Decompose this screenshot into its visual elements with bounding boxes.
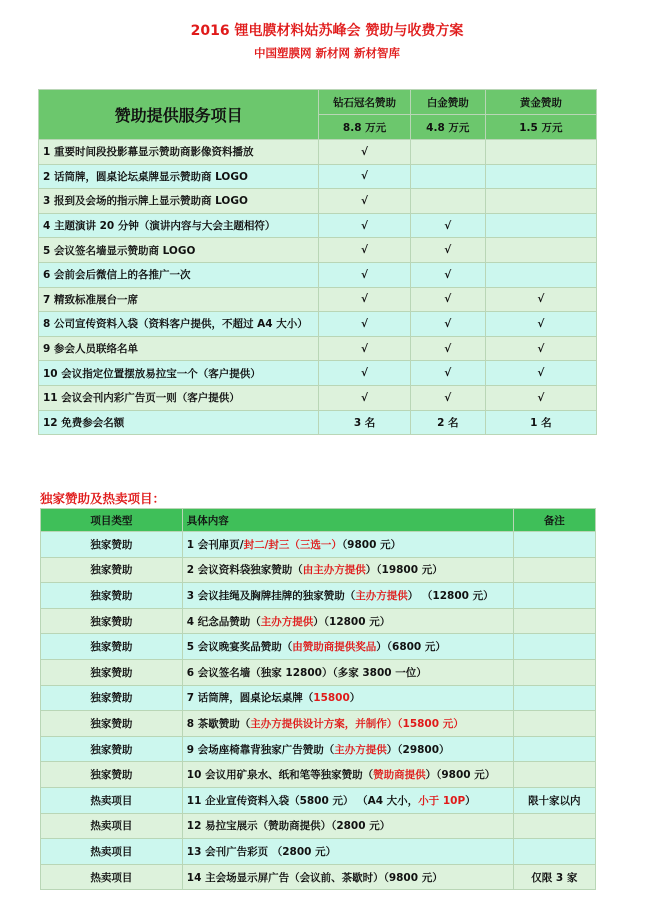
content-text: 2 会议资料袋独家赞助（ <box>186 564 303 577</box>
sponsor-row <box>39 189 597 214</box>
exclusive-note: 限十家以内 <box>513 787 595 813</box>
sponsor-item: 11 会议会刊内彩广告页一则（客户提供） <box>39 385 319 410</box>
exclusive-row <box>41 608 596 634</box>
sponsor-row <box>39 140 597 165</box>
sponsor-mark: √ <box>410 361 485 386</box>
content-text: 5 会议晚宴奖品赞助（ <box>186 641 293 654</box>
exclusive-row <box>41 532 596 558</box>
exclusive-note <box>513 634 595 660</box>
sponsor-mark: √ <box>485 336 596 361</box>
sponsor-item: 3 报到及会场的指示牌上显示赞助商 LOGO <box>39 189 319 214</box>
exclusive-type: 独家赞助 <box>41 685 183 711</box>
exclusive-row <box>41 736 596 762</box>
highlight-text: 赞助商提供 <box>373 769 426 782</box>
exclusive-type: 热卖项目 <box>41 839 183 865</box>
exclusive-row <box>41 787 596 813</box>
exclusive-note <box>513 608 595 634</box>
content-text: 8 茶歇赞助（ <box>186 717 251 730</box>
sponsor-mark: √ <box>410 385 485 410</box>
sponsor-item: 2 话筒牌，圆桌论坛桌牌显示赞助商 LOGO <box>39 164 319 189</box>
exclusive-content <box>182 532 513 558</box>
sponsor-item: 4 主题演讲 20 分钟（演讲内容与大会主题相符） <box>39 213 319 238</box>
sponsor-mark: √ <box>319 189 411 214</box>
page-title: 2016 锂电膜材料姑苏峰会 赞助与收费方案 <box>190 23 464 39</box>
exclusive-content <box>182 839 513 865</box>
sponsor-mark: √ <box>319 385 411 410</box>
sponsor-mark: √ <box>410 312 485 337</box>
sponsor-mark: 2 名 <box>410 410 485 435</box>
exclusive-type: 独家赞助 <box>41 711 183 737</box>
exclusive-row <box>41 711 596 737</box>
content-text: 13 会刊广告彩页 （2800 元） <box>186 845 337 858</box>
sponsor-table-header <box>39 90 597 115</box>
exclusive-type: 独家赞助 <box>41 736 183 762</box>
sponsor-item: 6 会前会后微信上的各推广一次 <box>39 262 319 287</box>
exclusive-content <box>182 762 513 788</box>
header-type: 项目类型 <box>41 509 183 532</box>
exclusive-row <box>41 864 596 890</box>
exclusive-row <box>41 813 596 839</box>
sponsor-mark <box>410 164 485 189</box>
level-name-gold: 黄金赞助 <box>485 90 596 115</box>
sponsor-row <box>39 164 597 189</box>
highlight-text: 主办方提供 <box>260 615 314 628</box>
highlight-text: 主办方提供设计方案，并制作）（15800 元） <box>250 717 464 730</box>
exclusive-type: 热卖项目 <box>41 813 183 839</box>
sponsor-level-table <box>38 89 597 435</box>
exclusive-content <box>182 659 513 685</box>
sponsor-mark: √ <box>319 361 411 386</box>
sponsor-row <box>39 410 597 435</box>
level-price-diamond: 8.8 万元 <box>319 115 411 140</box>
exclusive-content <box>182 685 513 711</box>
highlight-text: 主办方提供 <box>334 743 387 756</box>
exclusive-type: 独家赞助 <box>41 659 183 685</box>
level-name-platinum: 白金赞助 <box>410 90 485 115</box>
sponsor-mark <box>485 238 596 263</box>
sponsor-mark: √ <box>485 361 596 386</box>
sponsor-row <box>39 287 597 312</box>
content-text: ） <box>465 794 476 807</box>
content-text: 3 会议挂绳及胸牌挂牌的独家赞助（ <box>186 589 356 602</box>
sponsor-item: 5 会议签名墙显示赞助商 LOGO <box>39 238 319 263</box>
sponsor-mark: √ <box>319 262 411 287</box>
sponsor-mark <box>485 164 596 189</box>
exclusive-row <box>41 762 596 788</box>
sponsor-mark: √ <box>410 336 485 361</box>
exclusive-note <box>513 685 595 711</box>
exclusive-type: 热卖项目 <box>41 864 183 890</box>
content-text: ）（12800 元） <box>313 615 391 628</box>
sponsor-table-title: 赞助提供服务项目 <box>39 90 319 140</box>
content-text: 9 会场座椅靠背独家广告赞助（ <box>186 743 335 756</box>
exclusive-content <box>182 864 513 890</box>
content-text: 11 企业宣传资料入袋（5800 元） （A4 大小， <box>186 794 419 807</box>
sponsor-mark: √ <box>410 287 485 312</box>
sponsor-mark: √ <box>485 312 596 337</box>
content-text: （9800 元） <box>341 538 402 551</box>
sponsor-item: 10 会议指定位置摆放易拉宝一个（客户提供） <box>39 361 319 386</box>
sponsor-row <box>39 385 597 410</box>
sponsor-mark <box>485 140 596 165</box>
sponsor-mark: √ <box>319 287 411 312</box>
content-text: ） （12800 元） <box>407 589 494 602</box>
content-text: 6 会议签名墙（独家 12800）（多家 3800 一位） <box>186 666 427 679</box>
sponsor-mark: √ <box>319 336 411 361</box>
sponsor-row <box>39 238 597 263</box>
sponsor-row <box>39 361 597 386</box>
exclusive-content <box>182 813 513 839</box>
level-price-gold: 1.5 万元 <box>485 115 596 140</box>
exclusive-note: 仅限 3 家 <box>513 864 595 890</box>
sponsor-row <box>39 336 597 361</box>
content-text: ）（9800 元） <box>425 769 496 782</box>
sponsor-mark: √ <box>485 385 596 410</box>
highlight-text: 封二/封三（三选一） <box>243 538 342 551</box>
content-text: 14 主会场显示屏广告（会议前、茶歇时）（9800 元） <box>186 871 443 884</box>
exclusive-type: 独家赞助 <box>41 557 183 583</box>
sponsor-mark: √ <box>410 262 485 287</box>
exclusive-content <box>182 634 513 660</box>
exclusive-content <box>182 557 513 583</box>
exclusive-row <box>41 557 596 583</box>
sponsor-item: 9 参会人员联络名单 <box>39 336 319 361</box>
sponsor-item: 7 精致标准展台一席 <box>39 287 319 312</box>
exclusive-note <box>513 736 595 762</box>
exclusive-type: 独家赞助 <box>41 532 183 558</box>
sponsor-item: 1 重要时间段投影幕显示赞助商影像资料播放 <box>39 140 319 165</box>
exclusive-note <box>513 557 595 583</box>
highlight-text: 由赞助商提供奖品 <box>292 641 377 654</box>
exclusive-items-table <box>40 508 596 890</box>
level-name-diamond: 钻石冠名赞助 <box>319 90 411 115</box>
level-price-platinum: 4.8 万元 <box>410 115 485 140</box>
sponsor-row <box>39 213 597 238</box>
exclusive-row <box>41 685 596 711</box>
sponsor-mark: √ <box>485 287 596 312</box>
sponsor-mark: √ <box>410 213 485 238</box>
content-text: 12 易拉宝展示（赞助商提供）（2800 元） <box>186 820 391 833</box>
exclusive-content <box>182 608 513 634</box>
highlight-text: 主办方提供 <box>355 589 408 602</box>
exclusive-note <box>513 839 595 865</box>
exclusive-content <box>182 787 513 813</box>
exclusive-note <box>513 659 595 685</box>
sponsor-mark <box>485 262 596 287</box>
exclusive-row <box>41 583 596 609</box>
sponsor-mark: √ <box>319 312 411 337</box>
exclusive-type: 独家赞助 <box>41 762 183 788</box>
sponsor-mark: √ <box>319 238 411 263</box>
exclusive-section-title: 独家赞助及热卖项目： <box>40 491 166 506</box>
exclusive-content <box>182 711 513 737</box>
sponsor-mark: √ <box>410 238 485 263</box>
content-text: 10 会议用矿泉水、纸和笔等独家赞助（ <box>186 769 374 782</box>
sponsor-mark: √ <box>319 140 411 165</box>
content-text: ）（29800） <box>386 743 450 756</box>
exclusive-note <box>513 583 595 609</box>
exclusive-type: 独家赞助 <box>41 583 183 609</box>
sponsor-mark: √ <box>319 164 411 189</box>
sponsor-mark: 1 名 <box>485 410 596 435</box>
exclusive-note <box>513 532 595 558</box>
exclusive-row <box>41 839 596 865</box>
sponsor-mark <box>410 189 485 214</box>
exclusive-type: 独家赞助 <box>41 634 183 660</box>
exclusive-note <box>513 762 595 788</box>
exclusive-row <box>41 659 596 685</box>
content-text: 1 会刊扉页/ <box>186 538 244 551</box>
sponsor-mark <box>485 213 596 238</box>
sponsor-mark <box>485 189 596 214</box>
sponsor-item: 12 免费参会名额 <box>39 410 319 435</box>
sponsor-mark: √ <box>319 213 411 238</box>
exclusive-note <box>513 813 595 839</box>
sponsor-item: 8 公司宣传资料入袋（资料客户提供，不超过 A4 大小） <box>39 312 319 337</box>
exclusive-type: 独家赞助 <box>41 608 183 634</box>
exclusive-table-header <box>41 509 596 532</box>
exclusive-type: 热卖项目 <box>41 787 183 813</box>
exclusive-note <box>513 711 595 737</box>
page-subtitle: 中国塑膜网 新材网 新材智库 <box>253 46 400 60</box>
exclusive-row <box>41 634 596 660</box>
sponsor-row <box>39 312 597 337</box>
content-text: 7 话筒牌，圆桌论坛桌牌（ <box>186 692 314 705</box>
content-text: ）（19800 元） <box>365 564 443 577</box>
content-text: ） <box>349 692 361 705</box>
highlight-text: 15800 <box>313 692 350 705</box>
exclusive-content <box>182 736 513 762</box>
sponsor-mark <box>410 140 485 165</box>
header-content: 具体内容 <box>182 509 513 532</box>
highlight-text: 小于 10P <box>418 794 466 807</box>
content-text: ）（6800 元） <box>376 641 446 654</box>
highlight-text: 由主办方提供 <box>302 564 366 577</box>
header-note: 备注 <box>513 509 595 532</box>
sponsor-row <box>39 262 597 287</box>
sponsor-mark: 3 名 <box>319 410 411 435</box>
exclusive-content <box>182 583 513 609</box>
content-text: 4 纪念品赞助（ <box>186 615 261 628</box>
